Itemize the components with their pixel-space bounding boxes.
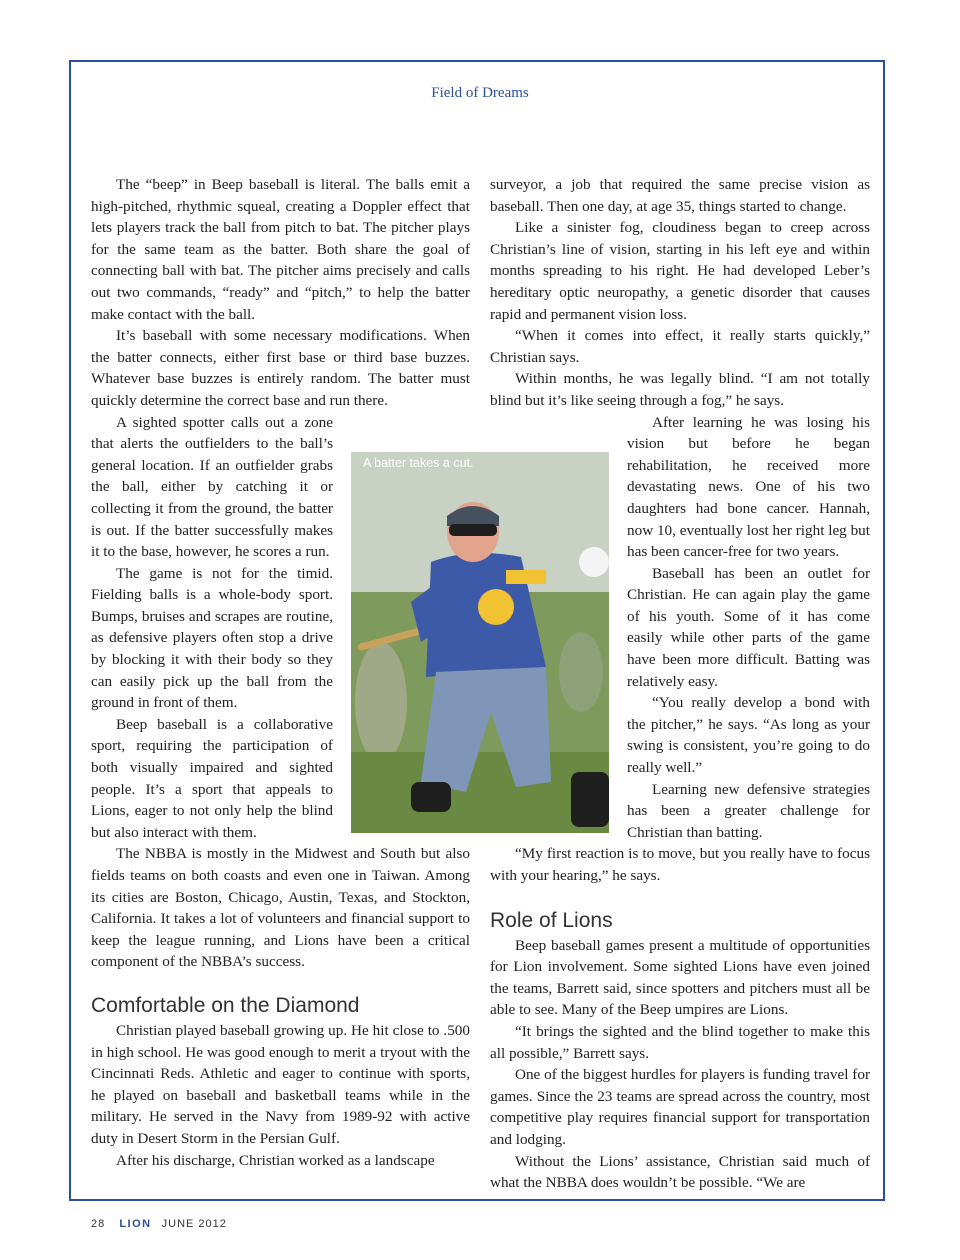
subheading: Role of Lions — [490, 908, 613, 932]
paragraph: One of the biggest hurdles for players is funding travel for games. Since the 23 teams are spread across the country, most competitive play requires financial support for transportation and lodging. — [490, 1066, 870, 1148]
paragraph: “My first reaction is to move, but you really have to focus with your hearing,” he says. — [490, 845, 870, 884]
paragraph: A sighted spotter calls out a zone that alerts the outfielders to the ball’s general location. If an outfielder grabs the ball, either by catching it or collecting it from the ground, the batter is out. If the batter successfully makes it to the base, however, he scores a run. — [91, 413, 333, 561]
batter-illustration — [351, 452, 609, 833]
batter-photo — [351, 452, 609, 833]
paragraph: “You really develop a bond with the pitcher,” he says. “As long as your swing is consistent, you’re going to do really well.” — [627, 694, 870, 777]
paragraph: Baseball has been an outlet for Christian. He can again play the game of his youth. Some of it has come easily while other parts of the game have been more difficult. Batting was relatively easy. — [627, 564, 870, 690]
paragraph: Like a sinister fog, cloudiness began to creep across Christian’s line of vision, starting in his left eye and within months spreading to his right. He had developed Leber’s hereditary optic neuropathy, a genetic disorder that causes rapid and permanent vision loss. — [490, 219, 870, 323]
paragraph: After learning he was losing his vision but before he began rehabilitation, he received more devastating news. One of his two daughters had bone cancer. Hannah, now 10, eventually lost her right leg but has been cancer-free for two years. — [627, 413, 870, 561]
paragraph: The “beep” in Beep baseball is literal. The balls emit a high-pitched, rhythmic squeal, creating a Doppler effect that lets players track the ball from pitch to bat. The pitcher plays for the same team as the batter. Both share the goal of connecting ball with bat. The pitcher aims precisely and calls out two commands, “ready” and “pitch,” to help the batter make contact with the ball. — [91, 176, 470, 323]
issue-date: JUNE 2012 — [161, 1218, 227, 1230]
paragraph: Learning new defensive strategies has been a greater challenge for Christian than batting. — [627, 780, 870, 841]
paragraph: Christian played baseball growing up. He hit close to .500 in high school. He was good enough to merit a tryout with the Cincinnati Reds. Athletic and eager to continue with sports, he played on baseball and basketball teams while in the military. He served in the Navy from 1989-92 with active duty in Desert Storm in the Persian Gulf. — [91, 1021, 470, 1147]
paragraph: The game is not for the timid. Fielding balls is a whole-body sport. Bumps, bruises and scrapes are routine, as defensive players often stop a drive by blocking it with their body so they can easily pick up the ball from the ground in front of them. — [91, 564, 333, 712]
paragraph: Beep baseball games present a multitude of opportunities for Lion involvement. Some sighted Lions have even joined the teams, Barrett said, since spotters and pitchers must all be able to see. Many of the Beep umpires are Lions. — [490, 936, 870, 1019]
paragraph: After his discharge, Christian worked as a landscape — [116, 1151, 435, 1169]
paragraph: It’s baseball with some necessary modifications. When the batter connects, either first base or third base buzzes. Whatever base buzzes is entirely random. The batter must quickly determine the correct base and run there. — [91, 327, 470, 409]
paragraph: Without the Lions’ assistance, Christian said much of what the NBBA does wouldn’t be possible. “We are — [490, 1152, 870, 1192]
page-number: 28 — [91, 1218, 106, 1230]
paragraph: “When it comes into effect, it really starts quickly,” Christian says. — [490, 327, 870, 366]
magazine-name: LION — [119, 1218, 152, 1230]
photo-caption: A batter takes a cut. — [363, 456, 474, 470]
paragraph: Within months, he was legally blind. “I am not totally blind but it’s like seeing through a fog,” he says. — [490, 370, 870, 409]
paragraph: “It brings the sighted and the blind together to make this all possible,” Barrett says. — [490, 1022, 870, 1062]
subheading: Comfortable on the Diamond — [91, 993, 360, 1017]
paragraph: The NBBA is mostly in the Midwest and South but also fields teams on both coasts and even one in Taiwan. Among its cities are Boston, Chicago, Austin, Texas, and Stockton, California. It takes a lot of volunteers and financial support to keep the league running, and Lions have been a critical component of the NBBA’s success. — [91, 845, 470, 971]
section-header: Field of Dreams — [431, 85, 529, 101]
page-footer — [91, 1218, 227, 1230]
paragraph: surveyor, a job that required the same precise vision as baseball. Then one day, at age 35, things started to change. — [490, 176, 870, 215]
paragraph: Beep baseball is a collaborative sport, requiring the participation of both visually impaired and sighted people. It’s a sport that appeals to Lions, eager to not only help the blind but also interact with them. — [91, 715, 333, 841]
